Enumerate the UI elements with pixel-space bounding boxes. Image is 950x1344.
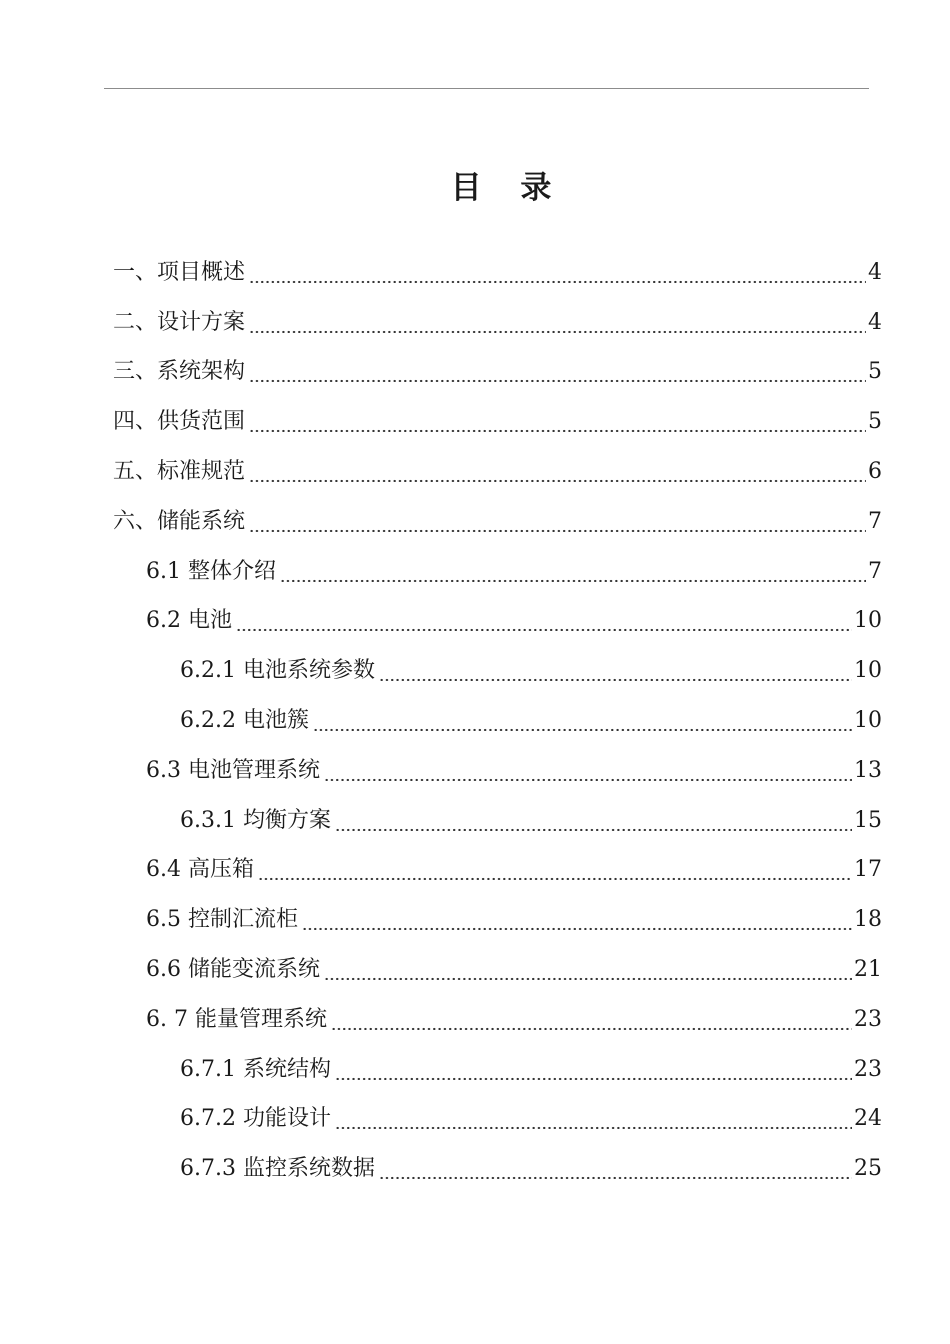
toc-entry-page: 23 [854,1056,882,1082]
dot-leader [236,611,852,631]
toc-entry-label: 6.3 电池管理系统 [146,757,320,783]
toc-entry-label: 6.2 电池 [146,608,232,634]
dot-leader [249,412,866,432]
toc-entry-label: 6.7.2 功能设计 [180,1106,331,1132]
toc-entry[interactable] [0,1095,950,1145]
toc-entry-page: 10 [854,608,882,634]
toc-entry-label: 六、储能系统 [113,508,246,534]
toc-entry[interactable] [0,248,950,298]
toc-entry[interactable] [0,547,950,597]
toc-entry-label: 6.1 整体介绍 [146,558,276,584]
toc-entry[interactable] [0,696,950,746]
dot-leader [335,1109,852,1129]
dot-leader [324,960,852,980]
toc-entry[interactable] [0,348,950,398]
toc-entry-page: 21 [854,957,882,983]
toc-entry-label: 四、供货范围 [113,409,246,435]
toc-entry[interactable] [0,945,950,995]
toc-entry-page: 7 [868,508,882,534]
toc-entry-label: 6.4 高压箱 [146,857,254,883]
table-of-contents [0,248,950,1194]
toc-entry[interactable] [0,746,950,796]
toc-entry[interactable] [0,497,950,547]
toc-entry-page: 10 [854,708,882,734]
header-rule [104,88,869,89]
toc-entry[interactable] [0,1045,950,1095]
dot-leader [258,860,852,880]
toc-entry-label: 6.3.1 均衡方案 [180,807,331,833]
toc-entry[interactable] [0,447,950,497]
toc-entry-page: 15 [854,807,882,833]
dot-leader [313,711,852,731]
toc-entry-label: 6. 7 能量管理系统 [146,1006,327,1032]
dot-leader [249,512,866,532]
toc-entry-page: 18 [854,907,882,933]
toc-entry[interactable] [0,597,950,647]
dot-leader [335,811,852,831]
page-title: 目 录 [450,170,566,206]
toc-entry[interactable] [0,646,950,696]
toc-entry-label: 6.2.2 电池簇 [180,708,309,734]
toc-entry[interactable] [0,298,950,348]
toc-entry-page: 5 [868,359,882,385]
toc-entry-page: 25 [854,1156,882,1182]
dot-leader [379,1159,852,1179]
toc-entry-page: 17 [854,857,882,883]
dot-leader [331,1010,852,1030]
toc-entry-page: 10 [854,658,882,684]
toc-entry[interactable] [0,895,950,945]
toc-entry-page: 13 [854,757,882,783]
toc-entry[interactable] [0,1144,950,1194]
toc-entry-page: 23 [854,1006,882,1032]
toc-entry-label: 一、项目概述 [113,259,246,285]
toc-entry-label: 6.2.1 电池系统参数 [180,658,375,684]
toc-entry-label: 三、系统架构 [113,359,246,385]
toc-entry-page: 5 [868,409,882,435]
toc-entry-page: 4 [868,309,882,335]
toc-entry-page: 7 [868,558,882,584]
toc-entry[interactable] [0,995,950,1045]
dot-leader [379,661,852,681]
toc-entry-label: 6.7.1 系统结构 [180,1056,331,1082]
toc-entry[interactable] [0,846,950,896]
dot-leader [249,263,866,283]
toc-entry-label: 6.6 储能变流系统 [146,957,320,983]
toc-entry-label: 6.5 控制汇流柜 [146,907,298,933]
toc-entry-page: 6 [868,459,882,485]
dot-leader [302,910,852,930]
dot-leader [335,1060,852,1080]
dot-leader [280,562,866,582]
dot-leader [249,313,866,333]
toc-entry-page: 24 [854,1106,882,1132]
toc-entry[interactable] [0,796,950,846]
toc-entry[interactable] [0,397,950,447]
dot-leader [249,462,866,482]
toc-entry-label: 二、设计方案 [113,309,246,335]
dot-leader [324,761,852,781]
toc-entry-label: 6.7.3 监控系统数据 [180,1156,375,1182]
toc-entry-label: 五、标准规范 [113,459,246,485]
toc-entry-page: 4 [868,259,882,285]
dot-leader [249,362,866,382]
